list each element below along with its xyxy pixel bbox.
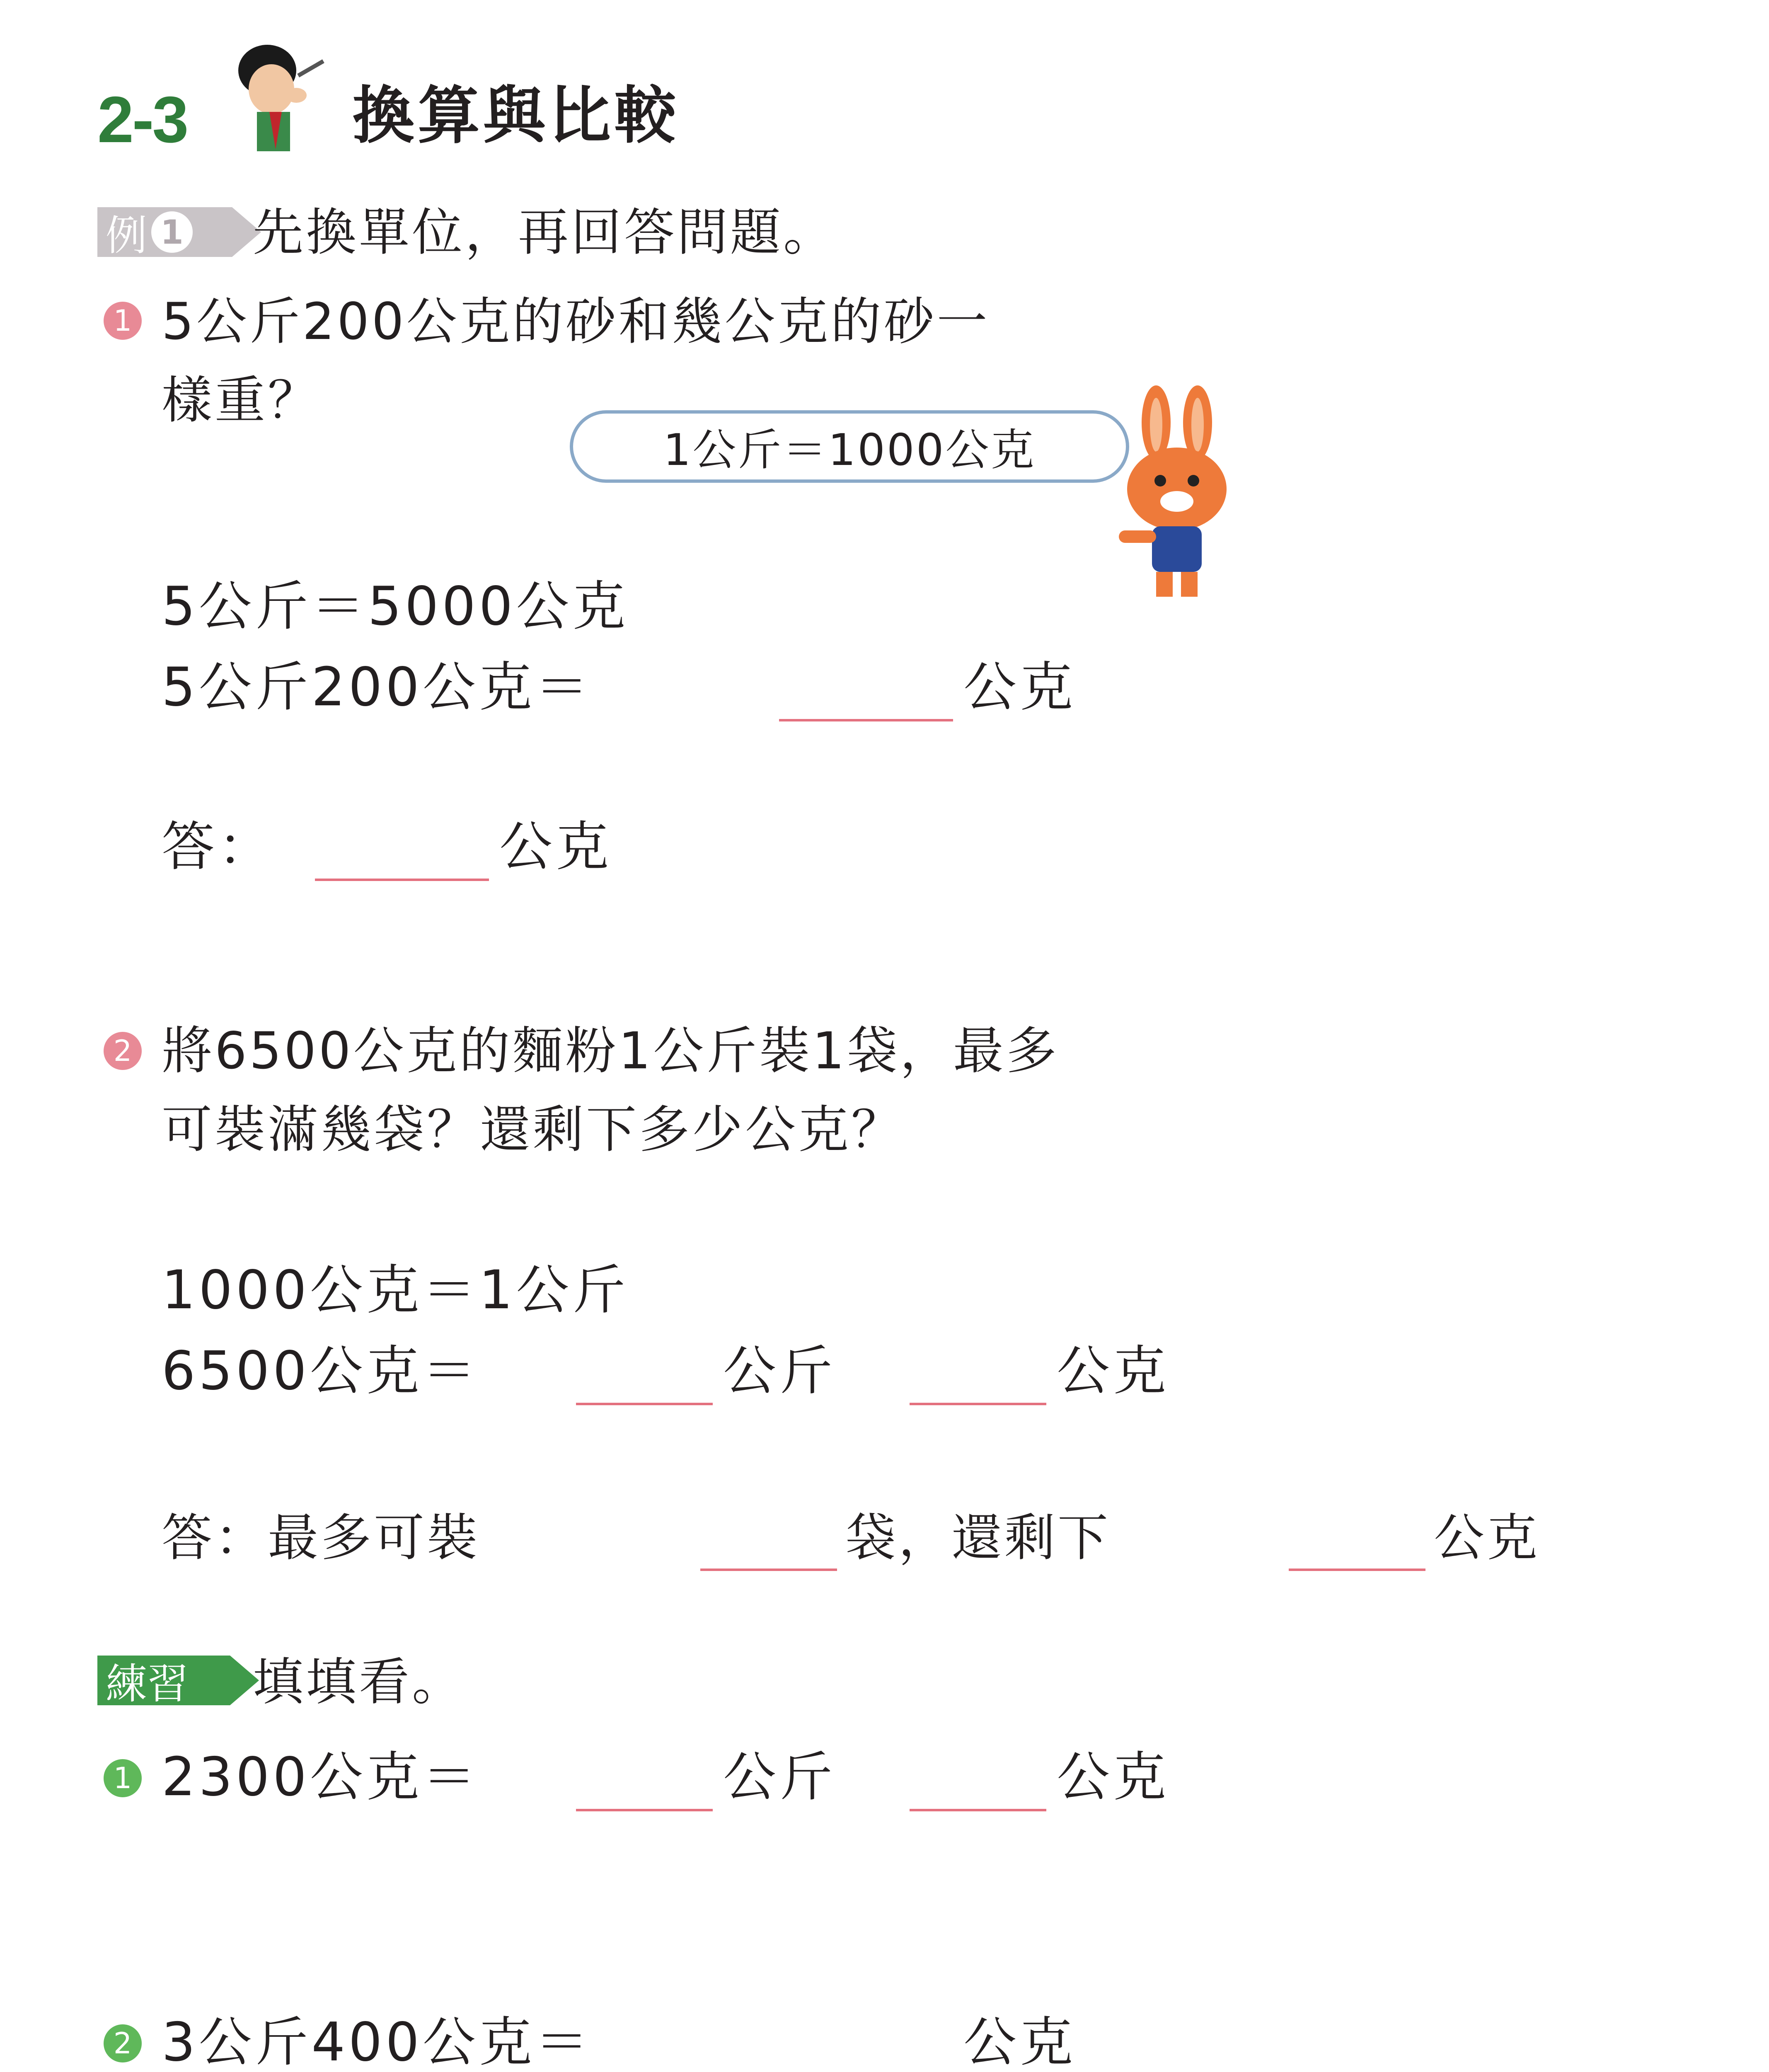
hint-text: 1公斤＝1000公克 [663,425,1036,475]
practice-instruction: 填填看。 [253,1653,465,1711]
q1-step-2-prefix: 5公斤200公克＝ [162,656,592,718]
question-1-line-2: 樣重？ [162,371,321,430]
practice-1-number: 1 [104,1759,142,1797]
q2-step-2-mid: 公斤 [723,1340,836,1402]
q2-answer-blank-bags[interactable] [700,1569,837,1571]
example-tag-number: 1 [151,211,193,253]
practice-2-number: 2 [104,2024,142,2062]
bunny-mascot-icon [1094,385,1268,601]
practice-1-mid: 公斤 [723,1746,836,1808]
q2-step-2-suffix: 公克 [1057,1340,1170,1402]
q2-answer-prefix: 答：最多可裝 [162,1508,480,1567]
q2-answer-blank-grams[interactable] [1289,1569,1425,1571]
q2-step-2-prefix: 6500公克＝ [162,1340,479,1402]
question-1-line-1: 5公斤200公克的砂和幾公克的砂一 [162,292,990,351]
question-1-number: 1 [104,302,142,340]
practice-2-prefix: 3公斤400公克＝ [162,2011,592,2072]
hint-speech-bubble [570,410,1129,483]
q1-step-2-suffix: 公克 [963,656,1077,718]
example-tag-label: 例 [106,211,147,260]
practice-tag [97,1656,230,1708]
practice-1-prefix: 2300公克＝ [162,1746,479,1808]
q1-step-1: 5公斤＝5000公克 [162,576,629,637]
teacher-icon [218,41,338,153]
practice-tag-label: 練習 [106,1660,189,1708]
practice-1-blank-kg[interactable] [576,1809,713,1811]
example-tag [97,207,232,260]
q2-answer-suffix: 公克 [1434,1508,1540,1567]
question-2-line-2: 可裝滿幾袋？還剩下多少公克？ [162,1100,904,1159]
q2-step-2-blank-g[interactable] [910,1403,1046,1405]
practice-2-suffix: 公克 [963,2011,1077,2072]
section-title: 換算與比較 [352,80,680,152]
section-number: 2-3 [97,83,187,156]
q1-step-2-blank[interactable] [779,719,953,721]
practice-1-suffix: 公克 [1057,1746,1170,1808]
question-2-number: 2 [104,1032,142,1070]
q1-answer-prefix: 答： [162,816,275,878]
q2-answer-mid: 袋，還剩下 [845,1508,1111,1567]
question-2-line-1: 將6500公克的麵粉1公斤裝1袋，最多 [162,1021,1059,1080]
q1-answer-blank[interactable] [315,879,489,881]
practice-1-blank-g[interactable] [910,1809,1046,1811]
q1-answer-suffix: 公克 [499,816,612,878]
q2-step-2-blank-kg[interactable] [576,1403,713,1405]
q2-step-1: 1000公克＝1公斤 [162,1259,629,1321]
example-instruction: 先換單位，再回答問題。 [253,203,836,262]
